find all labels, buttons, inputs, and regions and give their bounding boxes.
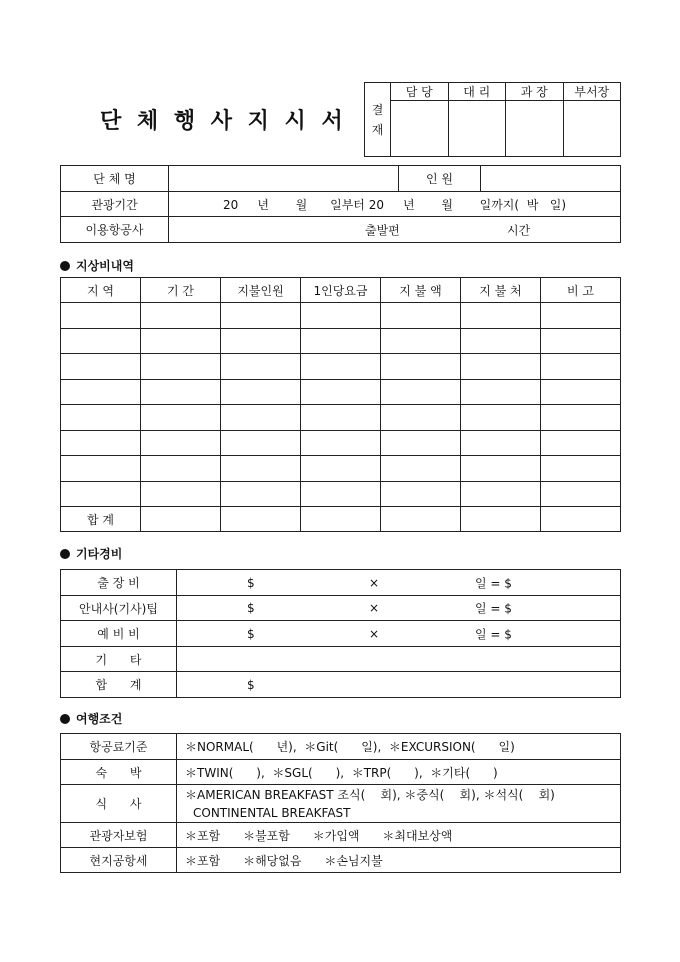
table-cell[interactable] (381, 328, 461, 354)
table-cell[interactable] (381, 430, 461, 456)
table-cell[interactable] (541, 481, 621, 507)
table-cell[interactable] (221, 507, 301, 532)
table-cell[interactable] (461, 481, 541, 507)
table-header-row (61, 278, 621, 303)
table-cell[interactable] (461, 405, 541, 431)
table-cell[interactable] (141, 328, 221, 354)
table-cell[interactable] (61, 328, 141, 354)
table-cell[interactable] (141, 456, 221, 482)
table-cell[interactable] (61, 430, 141, 456)
times-text: × (369, 601, 380, 615)
day-text: 일 = $ (475, 576, 512, 590)
col-header: 지 역 (61, 278, 141, 303)
table-cell[interactable] (221, 456, 301, 482)
total-row (61, 507, 621, 532)
people-field[interactable] (481, 166, 621, 192)
col-header: 지 불 처 (461, 278, 541, 303)
table-cell[interactable] (541, 303, 621, 329)
dollar-text: $ (247, 575, 255, 590)
table-cell[interactable] (381, 456, 461, 482)
table-row (61, 354, 621, 380)
row-label: 숙 박 (61, 760, 177, 785)
table-cell[interactable] (381, 379, 461, 405)
table-cell[interactable] (301, 430, 381, 456)
table-cell[interactable] (541, 354, 621, 380)
table-cell[interactable] (61, 303, 141, 329)
table-cell[interactable] (541, 405, 621, 431)
table-cell[interactable] (301, 354, 381, 380)
table-cell[interactable] (221, 481, 301, 507)
row-text: CONTINENTAL BREAKFAST (193, 805, 351, 820)
approval-col-header: 대 리 (448, 83, 506, 101)
approval-col-header: 과 장 (506, 83, 564, 101)
times-text: × (369, 575, 380, 590)
group-name-field[interactable] (169, 166, 399, 192)
table-row (61, 379, 621, 405)
row-text: ＊TWIN( ), ＊SGL( ), ＊TRP( ), ＊기타( ) (185, 765, 498, 780)
row-label: 출 장 비 (61, 570, 177, 596)
table-row (61, 456, 621, 482)
approval-col-header: 부서장 (563, 83, 621, 101)
group-name-label: 단 체 명 (61, 166, 169, 192)
table-cell[interactable] (221, 328, 301, 354)
table-row (61, 303, 621, 329)
airline-label: 이용항공사 (61, 217, 169, 243)
table-cell[interactable] (61, 379, 141, 405)
period-label: 관광기간 (61, 192, 169, 217)
dollar-text: $ (247, 601, 255, 615)
airline-field[interactable] (169, 217, 621, 243)
table-cell[interactable] (461, 507, 541, 532)
ground-heading-text: 지상비내역 (76, 259, 134, 273)
day-text: 일 = $ (475, 601, 512, 616)
approval-label-top: 결 (371, 102, 384, 117)
conditions-heading-text: 여행조건 (76, 712, 123, 726)
conditions-table (60, 733, 621, 873)
table-cell[interactable] (461, 354, 541, 380)
time-label: 시간 (507, 223, 531, 237)
approval-label (365, 83, 391, 157)
approval-box (364, 82, 621, 157)
table-cell[interactable] (141, 405, 221, 431)
total-label: 합 계 (61, 507, 141, 532)
bullet-icon (60, 714, 70, 724)
row-field[interactable] (177, 596, 621, 621)
table-cell[interactable] (61, 481, 141, 507)
table-cell[interactable] (301, 303, 381, 329)
total-field[interactable] (177, 672, 621, 698)
ground-heading (60, 257, 134, 274)
bullet-icon (60, 261, 70, 271)
col-header: 기 간 (141, 278, 221, 303)
table-cell[interactable] (381, 481, 461, 507)
period-text: 20 년 월 일부터 20 년 월 일까지( 박 일) (222, 197, 567, 212)
table-cell[interactable] (141, 430, 221, 456)
table-cell[interactable] (541, 379, 621, 405)
row-label: 관광자보험 (61, 823, 177, 848)
row-label: 항공료기준 (61, 734, 177, 760)
row-label: 현지공항세 (61, 848, 177, 873)
table-cell[interactable] (381, 405, 461, 431)
dollar-text: $ (247, 626, 255, 641)
table-cell[interactable] (381, 507, 461, 532)
airport-tax-field[interactable] (177, 848, 621, 873)
other-cost-table (60, 569, 621, 698)
period-field[interactable] (169, 192, 621, 217)
times-text: × (369, 626, 380, 641)
table-cell[interactable] (141, 354, 221, 380)
other-heading (60, 545, 122, 562)
approval-label-bottom: 재 (371, 122, 384, 137)
insurance-field[interactable] (177, 823, 621, 848)
other-heading-text: 기타경비 (76, 547, 123, 561)
table-row (61, 430, 621, 456)
row-field[interactable] (177, 570, 621, 596)
ground-cost-table (60, 277, 621, 532)
day-text: 일 = $ (475, 627, 512, 641)
col-header: 지 불 액 (381, 278, 461, 303)
flight-label: 출발편 (365, 223, 400, 237)
table-cell[interactable] (221, 303, 301, 329)
table-cell[interactable] (541, 328, 621, 354)
row-text: ＊NORMAL( 년), ＊Git( 일), ＊EXCURSION( 일) (185, 740, 515, 754)
table-cell[interactable] (61, 405, 141, 431)
table-cell[interactable] (381, 303, 461, 329)
etc-field[interactable] (177, 647, 621, 672)
table-row (61, 328, 621, 354)
approval-sign-cell[interactable] (391, 101, 449, 157)
row-label: 안내사(기사)팁 (61, 596, 177, 621)
conditions-heading (60, 710, 122, 727)
table-cell[interactable] (141, 379, 221, 405)
table-cell[interactable] (301, 379, 381, 405)
table-cell[interactable] (61, 456, 141, 482)
table-cell[interactable] (221, 354, 301, 380)
page-title: 단 체 행 사 지 시 서 (100, 108, 347, 134)
table-cell[interactable] (541, 507, 621, 532)
total-label: 합 계 (61, 672, 177, 698)
approval-sign-cell[interactable] (563, 101, 621, 157)
row-field[interactable] (177, 621, 621, 647)
table-cell[interactable] (221, 379, 301, 405)
airfare-field[interactable] (177, 734, 621, 760)
row-text: ＊포함 ＊해당없음 ＊손님지불 (185, 853, 383, 868)
table-cell[interactable] (141, 507, 221, 532)
table-cell[interactable] (141, 481, 221, 507)
table-cell[interactable] (461, 303, 541, 329)
table-cell[interactable] (541, 456, 621, 482)
approval-col-header: 담 당 (391, 83, 449, 101)
table-cell[interactable] (301, 328, 381, 354)
etc-label: 기 타 (61, 647, 177, 672)
table-cell[interactable] (461, 379, 541, 405)
table-cell[interactable] (301, 481, 381, 507)
col-header: 지불인원 (221, 278, 301, 303)
bullet-icon (60, 549, 70, 559)
table-cell[interactable] (61, 354, 141, 380)
meals-field[interactable] (177, 785, 621, 823)
table-cell[interactable] (381, 354, 461, 380)
lodging-field[interactable] (177, 760, 621, 785)
table-cell[interactable] (301, 456, 381, 482)
table-cell[interactable] (461, 328, 541, 354)
table-cell[interactable] (301, 405, 381, 431)
table-cell[interactable] (141, 303, 221, 329)
people-label: 인 원 (399, 166, 481, 192)
table-row (61, 481, 621, 507)
table-cell[interactable] (221, 405, 301, 431)
table-cell[interactable] (541, 430, 621, 456)
row-label: 식 사 (61, 785, 177, 823)
row-text: ＊AMERICAN BREAKFAST 조식( 회), ＊중식( 회), ＊석식( 회) (185, 787, 555, 802)
table-cell[interactable] (221, 430, 301, 456)
table-cell[interactable] (461, 430, 541, 456)
table-cell[interactable] (461, 456, 541, 482)
table-row (61, 405, 621, 431)
col-header: 비 고 (541, 278, 621, 303)
row-text: ＊포함 ＊불포함 ＊가입액 ＊최대보상액 (185, 828, 453, 843)
col-header: 1인당요금 (301, 278, 381, 303)
dollar-text: $ (247, 677, 255, 692)
approval-sign-cell[interactable] (448, 101, 506, 157)
approval-sign-cell[interactable] (506, 101, 564, 157)
info-table (60, 165, 621, 243)
row-label: 예 비 비 (61, 621, 177, 647)
table-cell[interactable] (301, 507, 381, 532)
